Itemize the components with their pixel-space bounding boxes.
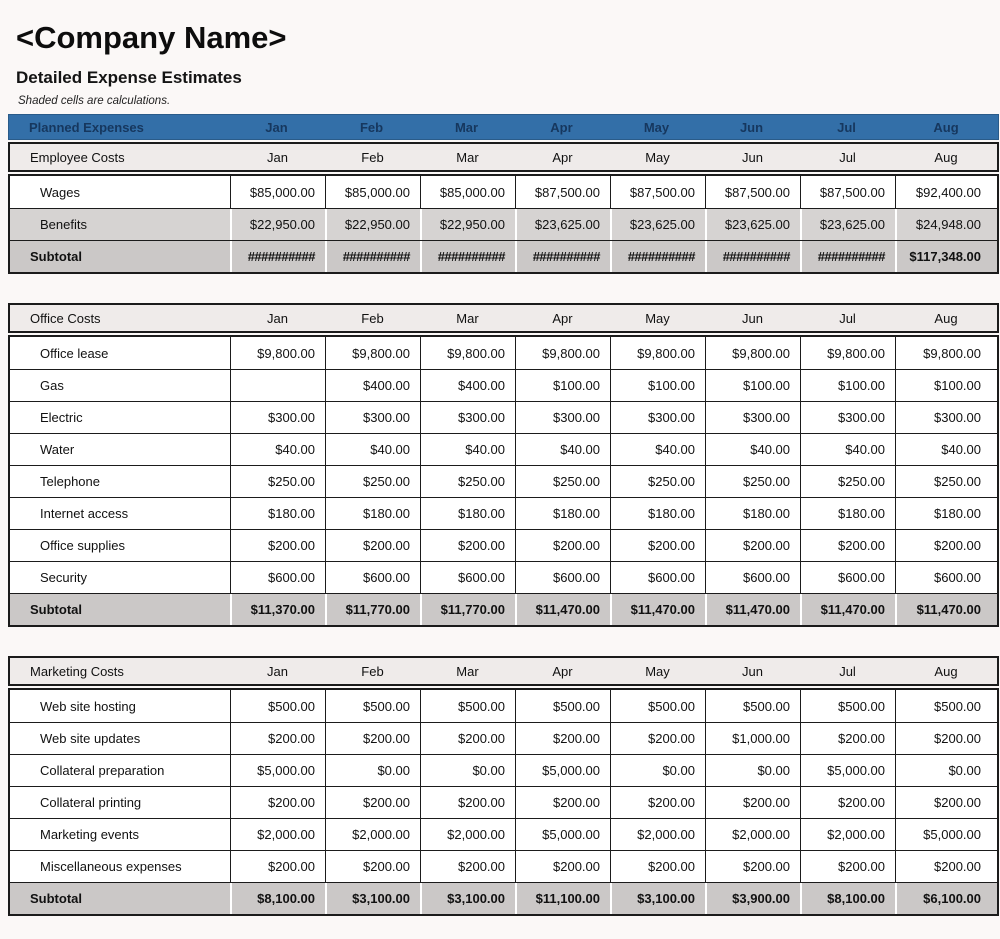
value-cell: $300.00 [705,402,800,433]
subtotal-cell: ########## [230,241,325,272]
value-cell: $40.00 [705,434,800,465]
value-cell: $250.00 [705,466,800,497]
value-cell: $2,000.00 [610,819,705,850]
subtotal-cell: $8,100.00 [230,883,325,914]
value-cell: $400.00 [420,370,515,401]
table-body [8,335,999,627]
value-cell: $0.00 [610,755,705,786]
month-header-may: May [645,663,670,679]
value-cell: $500.00 [610,690,705,722]
subtotal-cell: ########## [515,241,610,272]
month-header-feb: Feb [361,149,384,165]
value-cell: $180.00 [230,498,325,529]
column-header-may: May [643,119,670,135]
expense-row-water [10,433,997,465]
expense-row-office-lease [10,337,997,369]
value-cell: $200.00 [325,723,420,754]
value-cell: $200.00 [705,851,800,882]
value-cell: $400.00 [325,370,420,401]
subtotal-label: Subtotal [30,891,82,906]
row-label: Web site hosting [40,698,136,714]
column-header-mar: Mar [454,119,479,135]
month-header-apr: Apr [552,663,573,679]
value-cell: $9,800.00 [420,337,515,369]
section-header-employee-costs [8,142,999,172]
value-cell: $200.00 [895,787,997,818]
value-cell: $87,500.00 [705,176,800,208]
value-cell: $200.00 [515,723,610,754]
table-body [8,174,999,274]
value-cell: $9,800.00 [230,337,325,369]
value-cell: $40.00 [420,434,515,465]
value-cell: $300.00 [610,402,705,433]
value-cell: $100.00 [515,370,610,401]
column-header-jun: Jun [739,119,764,135]
value-cell: $180.00 [895,498,997,529]
month-header-jul: Jul [839,310,856,326]
value-cell: $250.00 [515,466,610,497]
value-cell: $300.00 [895,402,997,433]
expense-row-gas [10,369,997,401]
value-cell: $23,625.00 [800,209,895,240]
value-cell: $9,800.00 [800,337,895,369]
month-header-mar: Mar [456,149,479,165]
row-label: Miscellaneous expenses [40,859,182,874]
month-header-may: May [645,149,670,165]
value-cell: $0.00 [420,755,515,786]
value-cell: $85,000.00 [230,176,325,208]
calculations-note: Shaded cells are calculations. [18,95,171,107]
expense-row-wages [10,176,997,208]
month-header-apr: Apr [552,310,573,326]
value-cell: $200.00 [800,851,895,882]
expense-row-web-site-hosting [10,690,997,722]
table-marketing-costs [8,656,999,916]
table-body [8,688,999,916]
value-cell: $92,400.00 [895,176,997,208]
value-cell: $40.00 [800,434,895,465]
subtotal-cell: $3,100.00 [610,883,705,914]
row-label: Benefits [40,217,87,232]
value-cell: $5,000.00 [800,755,895,786]
subtotal-cell: $8,100.00 [800,883,895,914]
value-cell: $23,625.00 [515,209,610,240]
value-cell: $250.00 [800,466,895,497]
value-cell: $87,500.00 [515,176,610,208]
month-header-feb: Feb [361,663,384,679]
subtotal-cell: $3,100.00 [420,883,515,914]
expense-row-marketing-events [10,818,997,850]
value-cell: $85,000.00 [325,176,420,208]
month-header-apr: Apr [552,149,573,165]
value-cell: $9,800.00 [895,337,997,369]
value-cell: $250.00 [230,466,325,497]
value-cell: $180.00 [515,498,610,529]
value-cell: $2,000.00 [420,819,515,850]
value-cell: $200.00 [610,530,705,561]
subtotal-cell: ########## [705,241,800,272]
subtotal-cell: $11,370.00 [230,594,325,625]
value-cell: $85,000.00 [420,176,515,208]
value-cell: $600.00 [230,562,325,593]
value-cell: $200.00 [705,787,800,818]
column-header-jul: Jul [837,119,856,135]
value-cell: $250.00 [610,466,705,497]
value-cell: $24,948.00 [895,209,997,240]
subtotal-cell: $11,470.00 [705,594,800,625]
month-header-mar: Mar [456,663,479,679]
planned-expenses-label: Planned Expenses [29,119,144,135]
month-header-jun: Jun [742,663,763,679]
value-cell: $0.00 [895,755,997,786]
value-cell: $40.00 [515,434,610,465]
table-employee-costs [8,114,999,274]
value-cell: $200.00 [895,851,997,882]
subtotal-cell: $6,100.00 [895,883,997,914]
value-cell: $200.00 [420,530,515,561]
table-office-costs [8,303,999,627]
value-cell: $200.00 [230,530,325,561]
value-cell: $0.00 [325,755,420,786]
column-header-feb: Feb [359,119,384,135]
value-cell: $100.00 [705,370,800,401]
value-cell: $200.00 [610,723,705,754]
value-cell: $600.00 [420,562,515,593]
value-cell: $9,800.00 [325,337,420,369]
value-cell: $23,625.00 [705,209,800,240]
value-cell: $200.00 [515,787,610,818]
value-cell: $200.00 [420,787,515,818]
subtotal-cell: ########## [610,241,705,272]
month-header-jul: Jul [839,663,856,679]
value-cell: $40.00 [230,434,325,465]
subtotal-label: Subtotal [30,249,82,264]
value-cell: $500.00 [515,690,610,722]
value-cell: $250.00 [325,466,420,497]
value-cell: $200.00 [895,530,997,561]
value-cell: $180.00 [325,498,420,529]
expense-row-telephone [10,465,997,497]
value-cell: $9,800.00 [515,337,610,369]
value-cell: $600.00 [705,562,800,593]
expense-row-office-supplies [10,529,997,561]
expense-row-benefits [10,208,997,240]
subtotal-cell: $3,900.00 [705,883,800,914]
subtotal-cell: $11,470.00 [610,594,705,625]
value-cell: $500.00 [325,690,420,722]
value-cell: $500.00 [705,690,800,722]
value-cell: $300.00 [515,402,610,433]
subtotal-cell: $11,770.00 [420,594,515,625]
month-header-jun: Jun [742,149,763,165]
value-cell: $250.00 [420,466,515,497]
value-cell: $200.00 [610,787,705,818]
section-title: Marketing Costs [30,663,124,679]
value-cell: $200.00 [230,723,325,754]
value-cell: $200.00 [610,851,705,882]
value-cell: $5,000.00 [515,819,610,850]
company-name: <Company Name> [16,20,287,55]
value-cell: $600.00 [325,562,420,593]
value-cell: $2,000.00 [800,819,895,850]
value-cell: $5,000.00 [895,819,997,850]
value-cell: $1,000.00 [705,723,800,754]
value-cell: $100.00 [895,370,997,401]
value-cell: $2,000.00 [230,819,325,850]
month-header-jul: Jul [839,149,856,165]
value-cell: $200.00 [515,851,610,882]
value-cell [230,370,325,401]
value-cell: $40.00 [610,434,705,465]
month-header-may: May [645,310,670,326]
subtotal-label: Subtotal [30,602,82,617]
expense-row-electric [10,401,997,433]
month-header-mar: Mar [456,310,479,326]
subtotal-cell: $117,348.00 [895,241,997,272]
value-cell: $200.00 [420,851,515,882]
column-header-aug: Aug [933,119,959,135]
section-header-office-costs [8,303,999,333]
value-cell: $200.00 [325,851,420,882]
subtotal-cell: $11,100.00 [515,883,610,914]
expense-tables [8,114,999,916]
row-label: Electric [40,410,83,425]
value-cell: $500.00 [230,690,325,722]
value-cell: $600.00 [895,562,997,593]
value-cell: $200.00 [800,787,895,818]
row-label: Web site updates [40,731,141,746]
subtotal-cell: $11,470.00 [800,594,895,625]
value-cell: $100.00 [610,370,705,401]
expense-row-internet-access [10,497,997,529]
value-cell: $22,950.00 [230,209,325,240]
month-header-jan: Jan [267,149,288,165]
value-cell: $600.00 [515,562,610,593]
value-cell: $87,500.00 [610,176,705,208]
value-cell: $5,000.00 [230,755,325,786]
value-cell: $2,000.00 [325,819,420,850]
page-subtitle: Detailed Expense Estimates [16,68,242,87]
value-cell: $0.00 [705,755,800,786]
value-cell: $300.00 [230,402,325,433]
month-header-aug: Aug [934,663,958,679]
value-cell: $500.00 [420,690,515,722]
subtotal-cell: ########## [800,241,895,272]
value-cell: $40.00 [325,434,420,465]
value-cell: $180.00 [420,498,515,529]
expense-row-collateral-preparation [10,754,997,786]
section-header-marketing-costs [8,656,999,686]
row-label: Security [40,570,87,585]
expense-row-miscellaneous-expenses [10,850,997,882]
value-cell: $23,625.00 [610,209,705,240]
row-label: Internet access [40,506,129,521]
expense-row-web-site-updates [10,722,997,754]
planned-expenses-header [8,114,999,140]
subtotal-row [10,882,997,914]
value-cell: $100.00 [800,370,895,401]
expense-row-security [10,561,997,593]
value-cell: $300.00 [420,402,515,433]
value-cell: $200.00 [325,787,420,818]
row-label: Water [40,442,75,457]
value-cell: $200.00 [800,530,895,561]
month-header-jan: Jan [267,663,288,679]
value-cell: $500.00 [895,690,997,722]
value-cell: $87,500.00 [800,176,895,208]
row-label: Telephone [40,474,100,489]
subtotal-cell: ########## [325,241,420,272]
row-label: Collateral printing [40,795,142,810]
month-header-aug: Aug [934,310,958,326]
subtotal-cell: ########## [420,241,515,272]
subtotal-cell: $11,470.00 [515,594,610,625]
value-cell: $200.00 [705,530,800,561]
value-cell: $2,000.00 [705,819,800,850]
row-label: Collateral preparation [40,763,165,778]
value-cell: $22,950.00 [420,209,515,240]
value-cell: $200.00 [325,530,420,561]
month-header-feb: Feb [361,310,384,326]
subtotal-cell: $11,770.00 [325,594,420,625]
row-label: Office lease [40,345,109,361]
value-cell: $600.00 [610,562,705,593]
expense-row-collateral-printing [10,786,997,818]
value-cell: $500.00 [800,690,895,722]
value-cell: $180.00 [800,498,895,529]
row-label: Office supplies [40,538,126,553]
value-cell: $200.00 [895,723,997,754]
value-cell: $9,800.00 [610,337,705,369]
section-title: Employee Costs [30,149,125,165]
row-label: Marketing events [40,827,139,842]
value-cell: $180.00 [705,498,800,529]
value-cell: $600.00 [800,562,895,593]
value-cell: $200.00 [515,530,610,561]
subtotal-cell: $3,100.00 [325,883,420,914]
row-label: Gas [40,378,64,393]
value-cell: $180.00 [610,498,705,529]
value-cell: $5,000.00 [515,755,610,786]
value-cell: $22,950.00 [325,209,420,240]
value-cell: $40.00 [895,434,997,465]
value-cell: $200.00 [800,723,895,754]
month-header-aug: Aug [934,149,958,165]
value-cell: $300.00 [325,402,420,433]
column-header-jan: Jan [265,119,288,135]
month-header-jan: Jan [267,310,288,326]
section-title: Office Costs [30,310,101,326]
value-cell: $200.00 [420,723,515,754]
value-cell: $300.00 [800,402,895,433]
value-cell: $200.00 [230,787,325,818]
subtotal-row [10,240,997,272]
value-cell: $9,800.00 [705,337,800,369]
value-cell: $250.00 [895,466,997,497]
subtotal-row [10,593,997,625]
month-header-jun: Jun [742,310,763,326]
row-label: Wages [40,184,80,200]
subtotal-cell: $11,470.00 [895,594,997,625]
value-cell: $200.00 [230,851,325,882]
column-header-apr: Apr [550,119,573,135]
